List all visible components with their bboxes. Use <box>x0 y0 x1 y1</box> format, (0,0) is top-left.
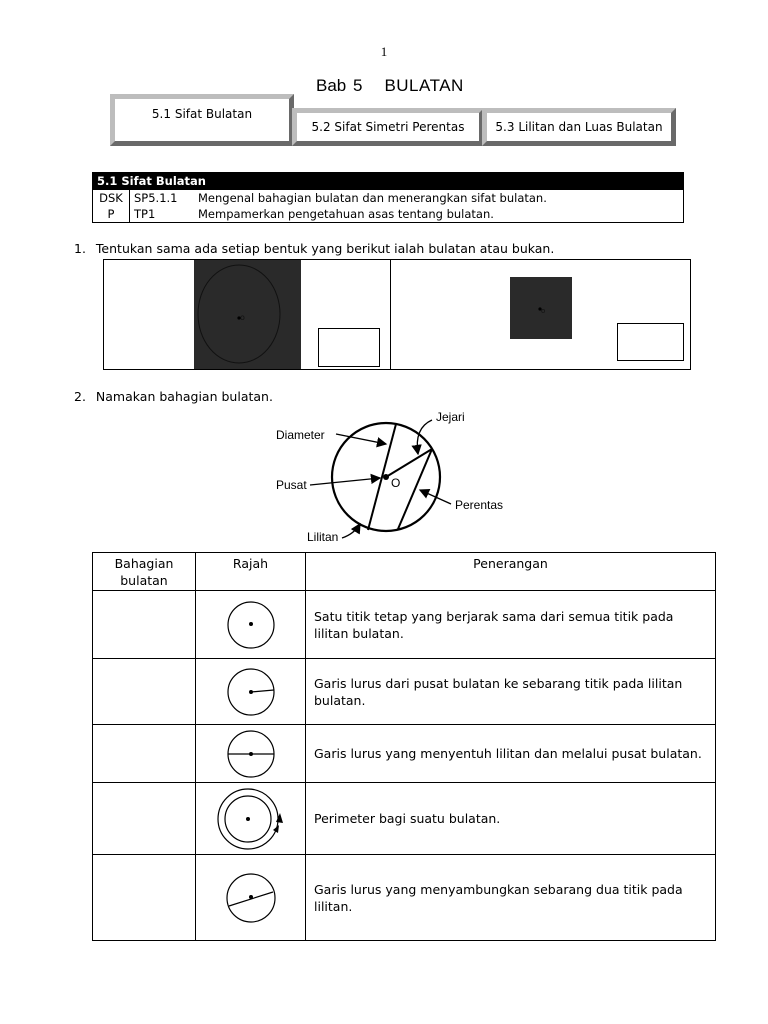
question-text: Tentukan sama ada setiap bentuk yang berikut ialah bulatan atau bukan. <box>95 241 555 256</box>
standards-text: Mempamerkan pengetahuan asas tentang bulatan. <box>194 206 684 223</box>
frame-divider <box>390 260 391 369</box>
label-pusat: Pusat <box>276 478 307 492</box>
standards-code: TP1 <box>130 206 195 223</box>
shape-small-square <box>510 277 572 339</box>
chord-line <box>398 449 432 529</box>
standards-text: Mengenal bahagian bulatan dan menerangkan sifat bulatan. <box>194 190 684 207</box>
question-2 <box>74 389 273 404</box>
tab-label: 5.3 Lilitan dan Luas Bulatan <box>495 120 663 134</box>
question-1 <box>74 241 554 256</box>
circle-radius-figure <box>225 666 277 718</box>
answer-cell[interactable] <box>93 659 196 725</box>
circle-parts-diagram <box>268 404 518 546</box>
chapter-title: BULATAN <box>384 76 464 95</box>
standards-header: 5.1 Sifat Bulatan <box>93 173 684 190</box>
standards-row <box>93 190 684 207</box>
answer-box-1[interactable] <box>318 328 380 367</box>
standards-row <box>93 206 684 223</box>
oval-shape <box>194 260 301 369</box>
table-row <box>93 659 716 725</box>
question-number: 2. <box>74 389 86 404</box>
centre-label: o <box>240 313 245 322</box>
row-description: Garis lurus yang menyentuh lilitan dan melalui pusat bulatan. <box>306 725 716 783</box>
centre-point <box>383 474 389 480</box>
row-description: Garis lurus dari pusat bulatan ke sebarang titik pada lilitan bulatan. <box>306 659 716 725</box>
answer-cell[interactable] <box>93 783 196 855</box>
header-bahagian: Bahagian bulatan <box>93 553 196 591</box>
table-row <box>93 855 716 941</box>
table-row <box>93 783 716 855</box>
label-jejari: Jejari <box>436 410 465 424</box>
tab-sifat-bulatan[interactable] <box>110 94 294 146</box>
standards-code: SP5.1.1 <box>130 190 195 207</box>
circle-centre-figure <box>225 599 277 651</box>
standards-table <box>92 172 684 223</box>
table-row <box>93 591 716 659</box>
row-description: Satu titik tetap yang berjarak sama dari semua titik pada lilitan bulatan. <box>306 591 716 659</box>
question-number: 1. <box>74 241 86 256</box>
header-penerangan: Penerangan <box>306 553 716 591</box>
header-rajah: Rajah <box>196 553 306 591</box>
standards-col1: P <box>93 206 130 223</box>
tab-label: 5.2 Sifat Simetri Perentas <box>311 120 465 134</box>
circle-parts-table <box>92 552 716 941</box>
circle-circumference-figure <box>214 786 288 852</box>
label-diameter: Diameter <box>276 428 325 442</box>
label-center-o: O <box>391 476 401 490</box>
page-number: 1 <box>380 44 388 59</box>
standards-col1: DSK <box>93 190 130 207</box>
chapter-label: Bab 5 <box>316 76 363 95</box>
table-row <box>93 725 716 783</box>
tab-lilitan-dan-luas[interactable] <box>482 108 676 146</box>
answer-cell[interactable] <box>93 855 196 941</box>
answer-box-2[interactable] <box>617 323 684 361</box>
row-description: Perimeter bagi suatu bulatan. <box>306 783 716 855</box>
label-perentas: Perentas <box>455 498 504 512</box>
label-lilitan: Lilitan <box>307 530 339 544</box>
tab-label: 5.1 Sifat Bulatan <box>151 107 253 121</box>
centre-label: o <box>541 307 546 315</box>
question-text: Namakan bahagian bulatan. <box>95 389 273 404</box>
shapes-frame <box>103 259 691 370</box>
tab-sifat-simetri-perentas[interactable] <box>292 108 484 146</box>
circle-diameter-figure <box>225 728 277 780</box>
row-description: Garis lurus yang menyambungkan sebarang dua titik pada lilitan. <box>306 855 716 941</box>
answer-cell[interactable] <box>93 591 196 659</box>
shape-oval-square <box>194 260 301 369</box>
chapter-heading <box>316 76 464 96</box>
circle-chord-figure <box>223 870 279 926</box>
answer-cell[interactable] <box>93 725 196 783</box>
